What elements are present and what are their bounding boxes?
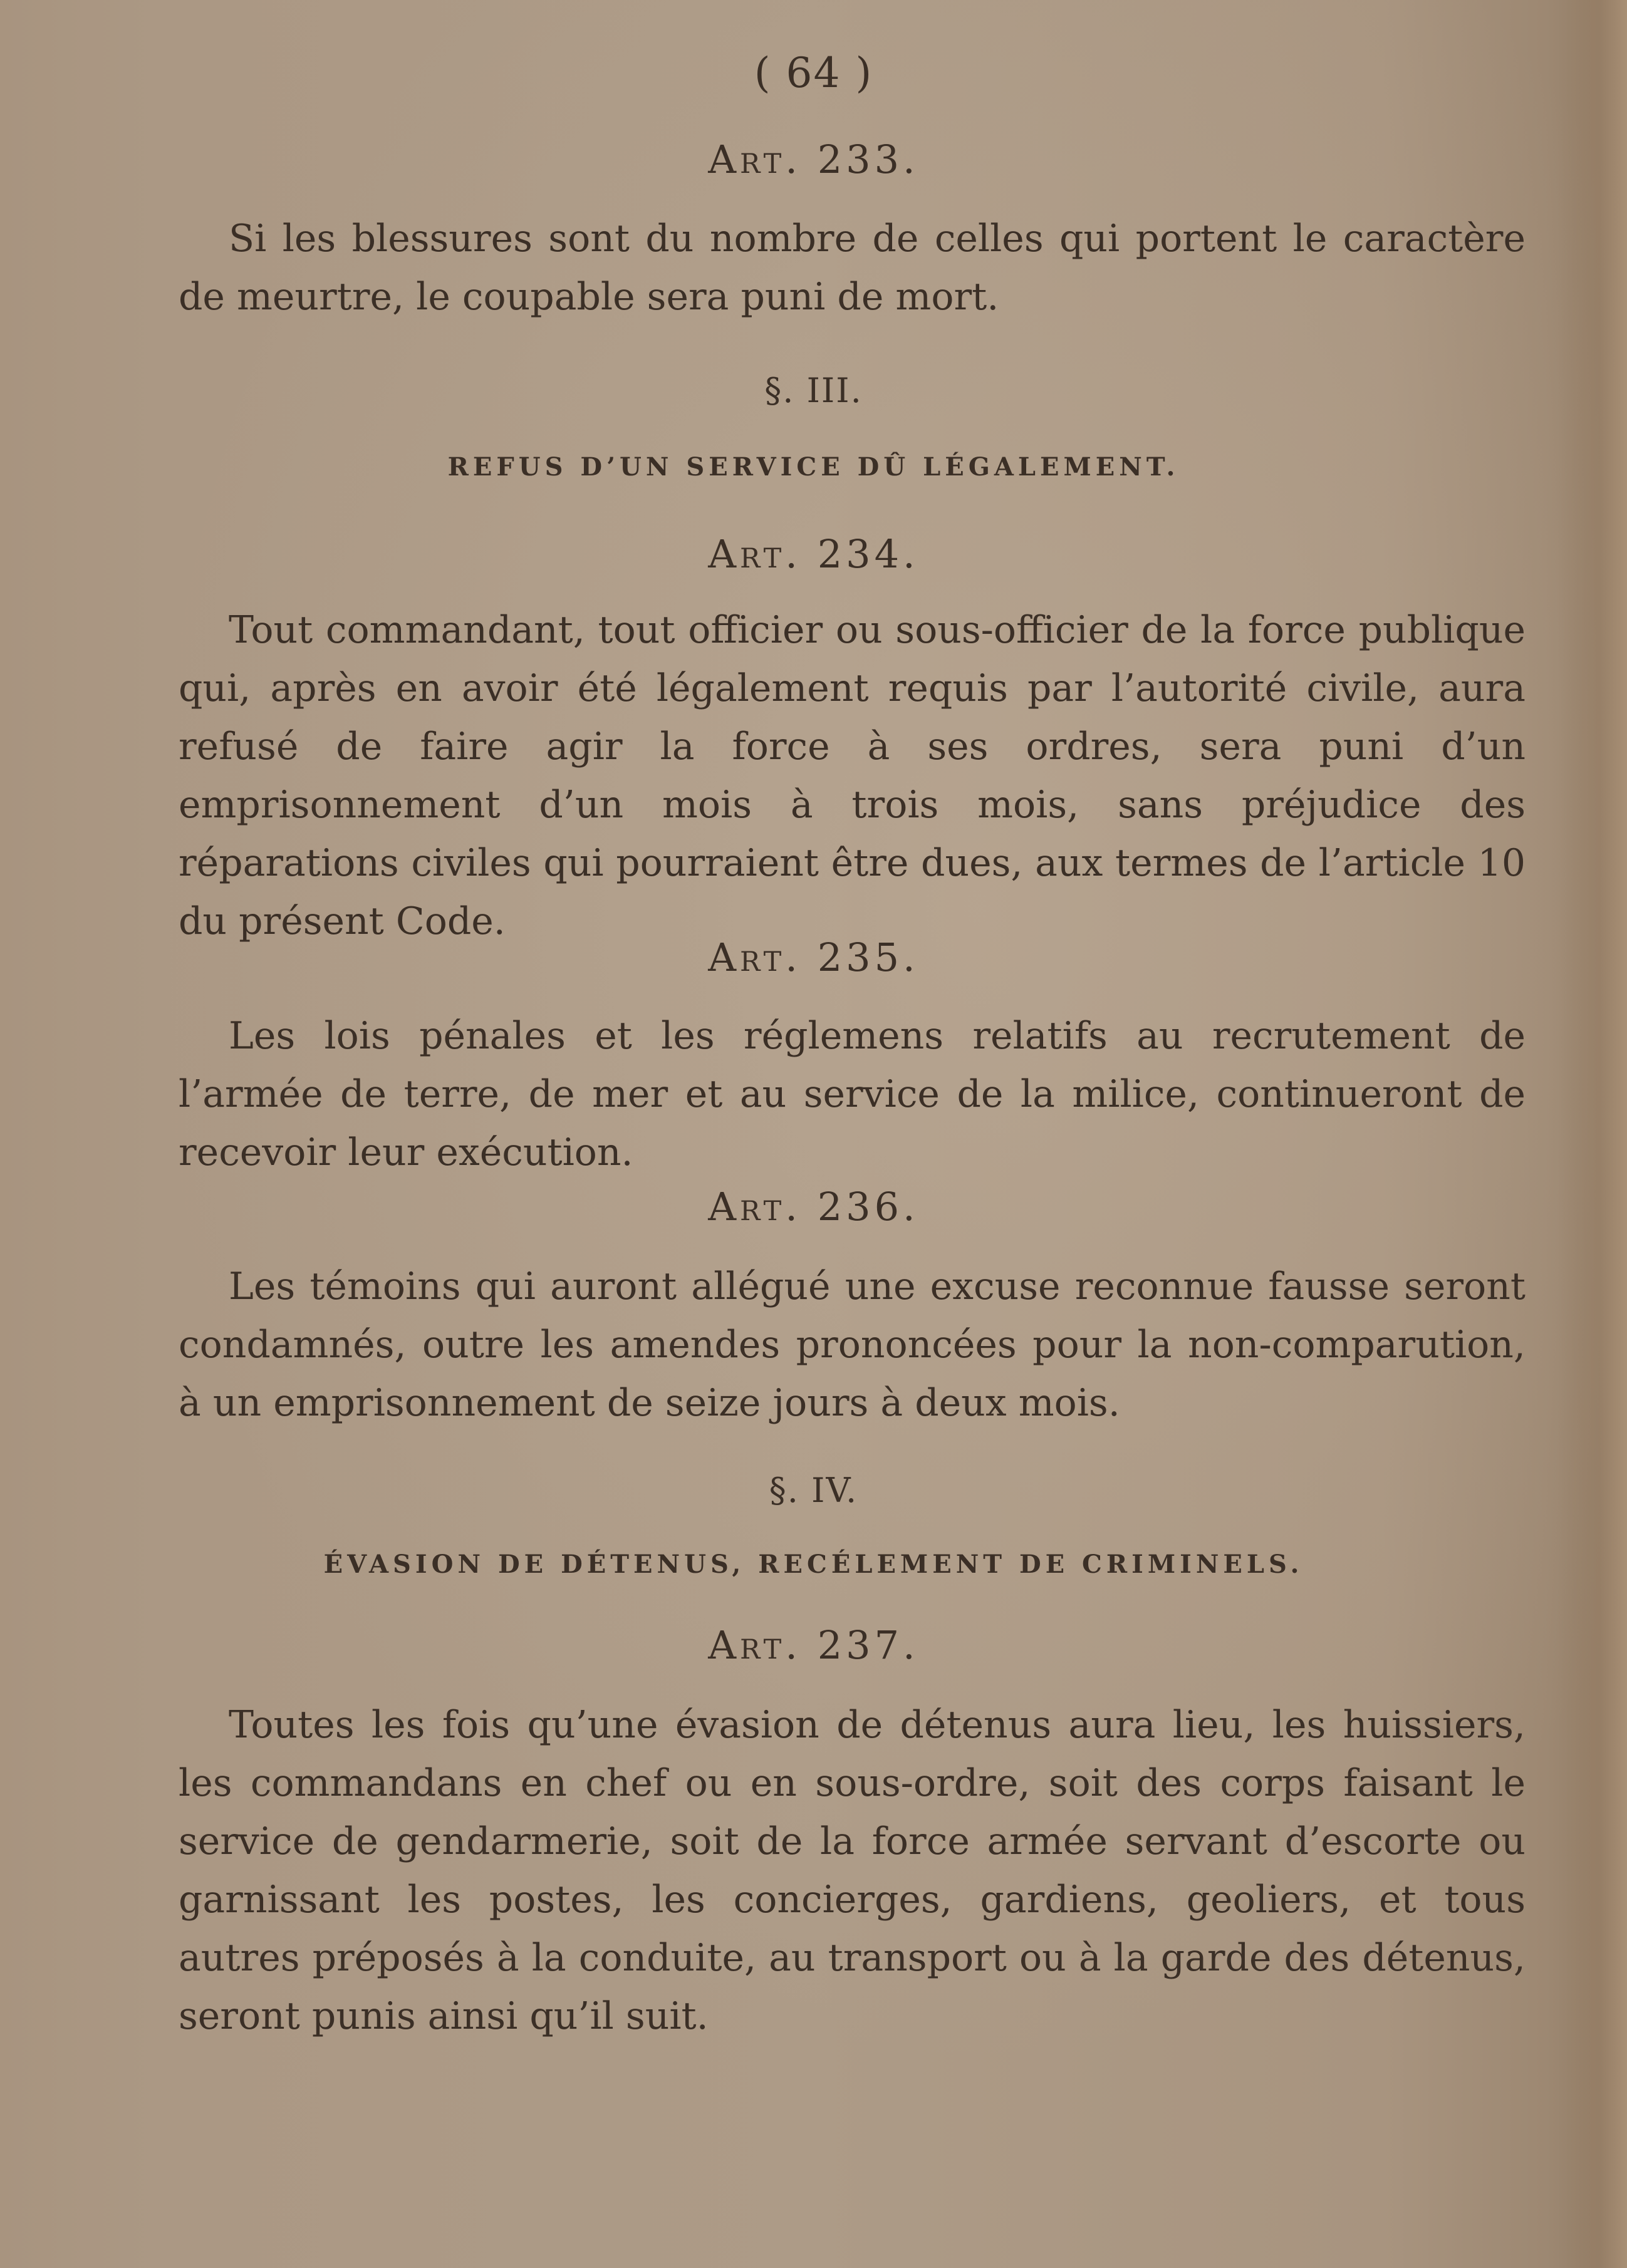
section-iv-title: ÉVASION DE DÉTENUS, RECÉLEMENT DE CRIMINELS. bbox=[323, 1550, 1304, 1579]
article-233-text: Si les blessures sont du nombre de celles qui portent le caractère de meurtre, le coupable sera puni de mort. bbox=[179, 217, 1526, 319]
article-233-heading: Art. 233. bbox=[708, 137, 919, 182]
article-237-heading: Art. 237. bbox=[708, 1622, 919, 1668]
section-iii-title: REFUS D’UN SERVICE DÛ LÉGALEMENT. bbox=[447, 452, 1180, 482]
article-237-text: Toutes les fois qu’une évasion de détenus aura lieu, les huissiers, les commandans en chef ou en sous-ordre, soit des corps faisant le service de gendarmerie, soit de la force armée servant d’escorte ou garnissant les postes, les concierges, gardiens, geoliers, et tous autres préposés à la conduite, au transport ou à la garde des détenus, seront punis ainsi qu’il suit. bbox=[179, 1703, 1526, 2038]
article-236-heading: Art. 236. bbox=[708, 1184, 919, 1230]
section-iv-number: §. IV. bbox=[769, 1471, 858, 1510]
article-236-text: Les témoins qui auront allégué une excuse reconnue fausse seront condamnés, outre les amendes prononcées pour la non-comparution, à un emprisonnement de seize jours à deux mois. bbox=[179, 1265, 1526, 1425]
section-iii-number: §. III. bbox=[764, 371, 863, 410]
article-234-text: Tout commandant, tout officier ou sous-officier de la force publique qui, après en avoir été légalement requis par l’autorité civile, aura refusé de faire agir la force à ses ordres, sera puni d’un emprisonnement d’un mois à trois mois, sans préjudice des réparations civiles qui pourraient être dues, aux termes de l’article 10 du présent Code. bbox=[179, 608, 1526, 943]
article-234-heading: Art. 234. bbox=[708, 531, 919, 577]
article-235-heading: Art. 235. bbox=[708, 935, 919, 980]
page-number: ( 64 ) bbox=[754, 49, 873, 97]
page-edge-shadow bbox=[1558, 0, 1627, 2268]
article-235-text: Les lois pénales et les réglemens relatifs au recrutement de l’armée de terre, de mer et au service de la milice, continueront de recevoir leur exécution. bbox=[179, 1014, 1526, 1174]
